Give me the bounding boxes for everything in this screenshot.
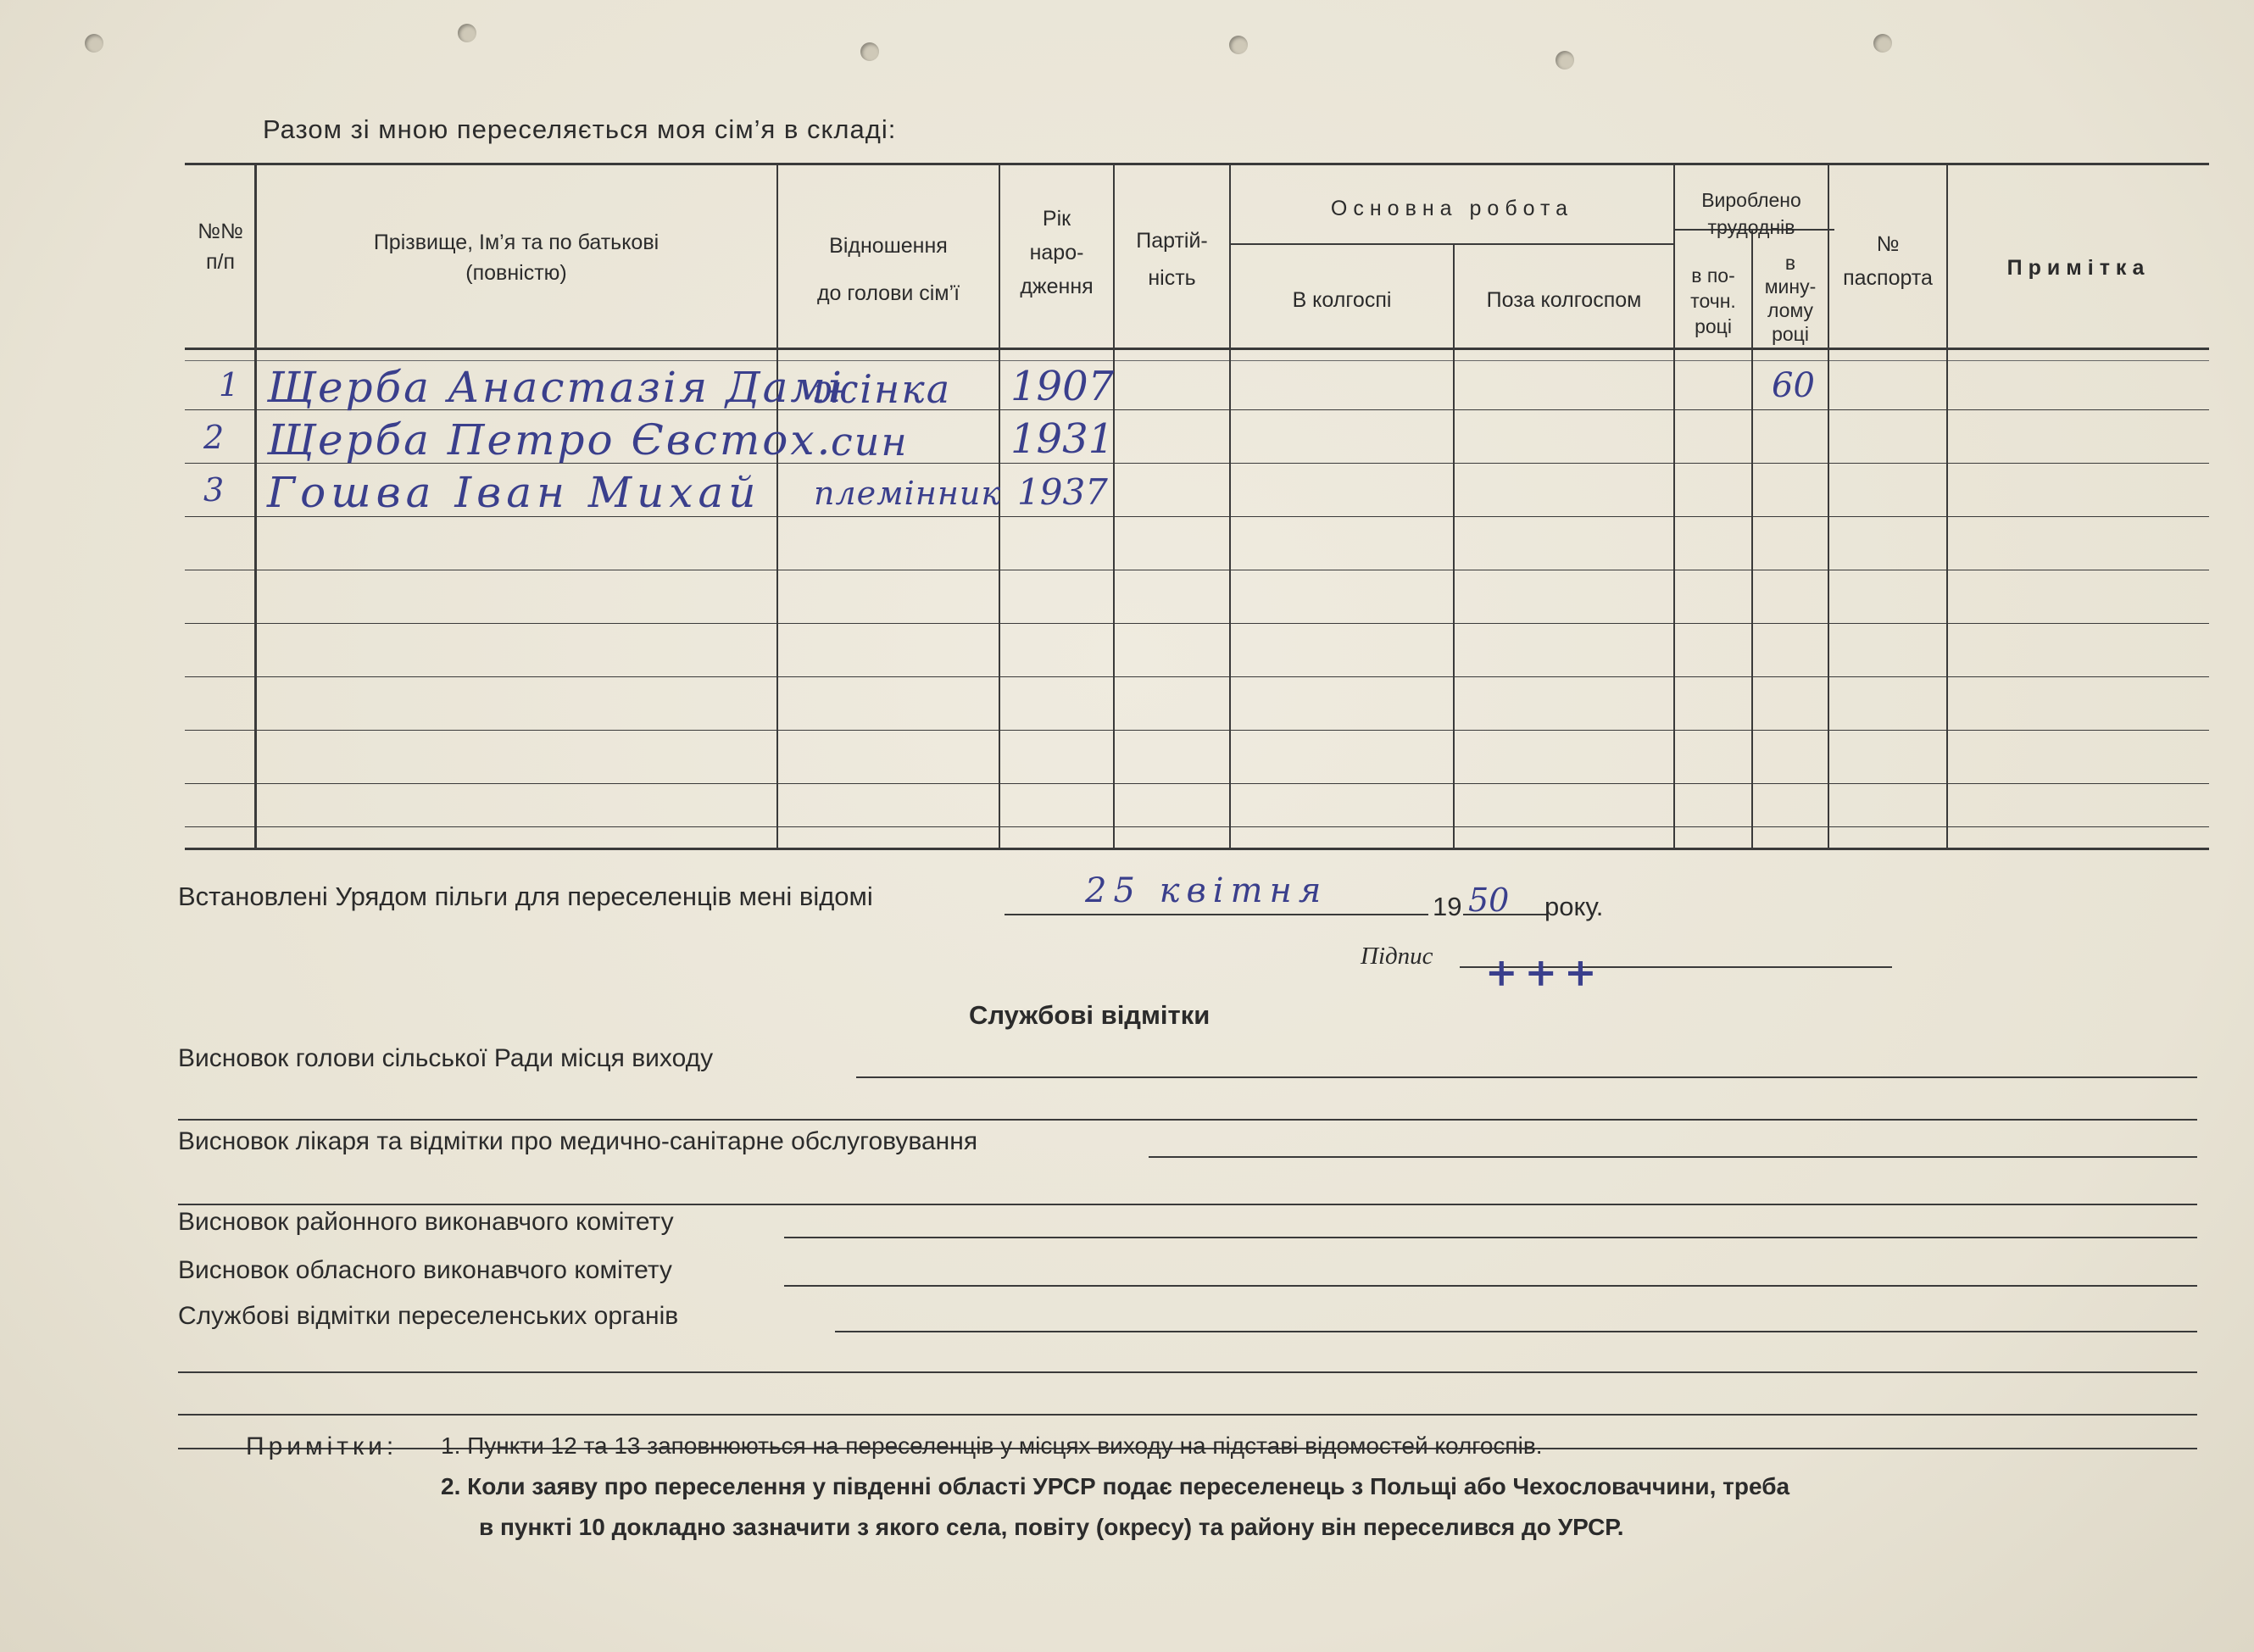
row-year: 1931 xyxy=(1010,415,1115,463)
row-year: 1907 xyxy=(1010,363,1115,410)
service-title: Службові відмітки xyxy=(969,1000,1210,1030)
row-relation: син xyxy=(831,419,909,464)
row-name: Щерба Анастазія Дамі xyxy=(267,363,844,412)
header-outside-kolhosp: Поза колгоспом xyxy=(1486,288,1642,312)
notes-label: Примітки: xyxy=(246,1432,398,1460)
benefits-year: 50 xyxy=(1468,882,1510,919)
note-2b: в пункті 10 докладно зазначити з якого села, повіту (окресу) та району він переселився до УРСР. xyxy=(479,1514,1624,1540)
row-relation: племінник xyxy=(814,475,1002,512)
service-line-5: Службові відмітки переселенських органів xyxy=(178,1302,679,1330)
intro-text: Разом зі мною переселяється моя сім’я в складі: xyxy=(263,114,897,144)
row-year: 1937 xyxy=(1017,471,1108,513)
header-party: Партій- ність xyxy=(1136,229,1208,290)
header-last-year: в мину- лому році xyxy=(1764,252,1817,345)
row-num: 3 xyxy=(203,471,225,509)
punch-hole xyxy=(1873,34,1892,53)
note-2a: 2. Коли заяву про переселення у південні області УРСР подає переселенець з Польщі або Чехословаччини, треба xyxy=(441,1473,1790,1499)
row-num: 1 xyxy=(219,366,240,403)
benefits-date: 25 квітня xyxy=(1085,871,1328,910)
signature-mark: +++ xyxy=(1485,949,1604,995)
signature-label: Підпис xyxy=(1361,943,1433,970)
punch-hole xyxy=(860,42,879,61)
header-num: №№ п/п xyxy=(198,220,243,274)
service-line-1: Висновок голови сільської Ради місця виходу xyxy=(178,1044,714,1072)
header-relation: Відношення до голови сім’ї xyxy=(816,234,960,305)
benefits-year-suffix: року. xyxy=(1544,892,1604,921)
row-name: Гошва Іван Михай xyxy=(267,468,761,517)
benefits-text: Встановлені Урядом пільги для переселенців мені відомі xyxy=(178,882,873,911)
header-birth-year: Рік наро- дження xyxy=(1020,207,1094,298)
punch-hole xyxy=(1229,36,1248,54)
service-line-2: Висновок лікаря та відмітки про медично-санітарне обслуговування xyxy=(178,1127,978,1155)
header-main-work: Основна робота xyxy=(1330,197,1574,220)
punch-hole xyxy=(85,34,103,53)
row-name: Щерба Петро Євстох. xyxy=(267,415,833,464)
note-1: 1. Пункти 12 та 13 заповнюються на переселенців у місцях виходу на підставі відомостей колгоспів. xyxy=(441,1432,1543,1459)
punch-hole xyxy=(1556,51,1574,70)
punch-hole xyxy=(458,24,476,42)
header-name: Прізвище, Ім’я та по батькові (повністю) xyxy=(373,231,660,285)
row-relation: жінка xyxy=(814,366,952,412)
service-line-3: Висновок районного виконавчого комітету xyxy=(178,1208,674,1236)
benefits-year-prefix: 19 xyxy=(1433,892,1462,921)
row-num: 2 xyxy=(203,419,225,456)
header-current-year: в по- точн. році xyxy=(1690,264,1736,337)
header-workdays: Вироблено трудоднів xyxy=(1701,189,1801,238)
header-passport: № паспорта xyxy=(1843,232,1933,290)
header-note: Примітка xyxy=(2006,256,2151,280)
row-last-year: 60 xyxy=(1772,366,1815,405)
service-line-4: Висновок обласного виконавчого комітету xyxy=(178,1256,672,1284)
header-in-kolhosp: В колгоспі xyxy=(1292,288,1392,312)
